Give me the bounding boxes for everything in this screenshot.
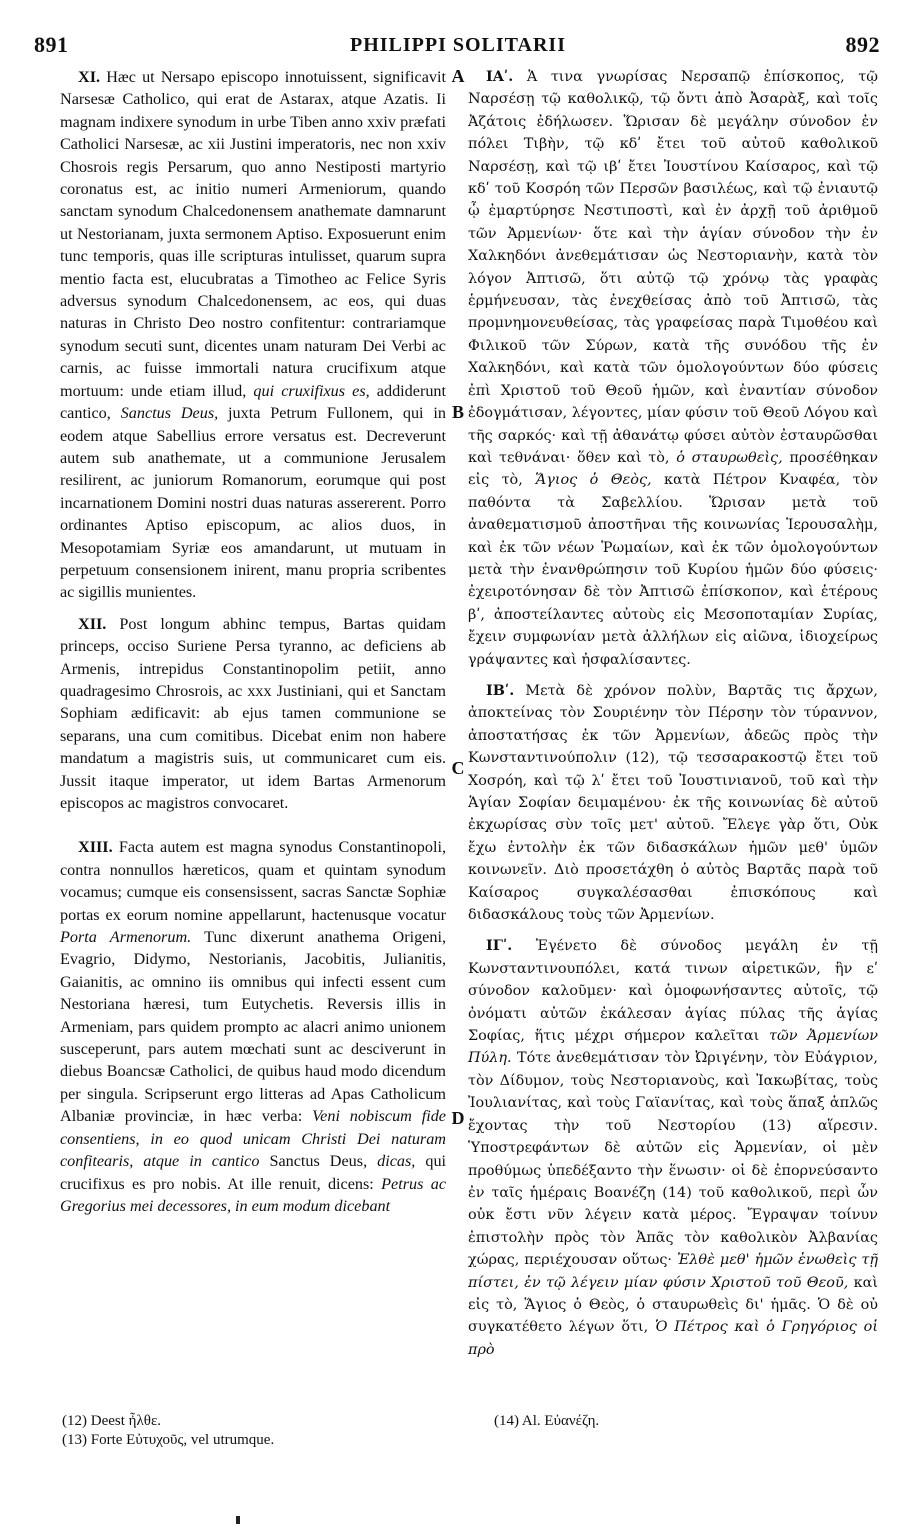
footnote-14: (14) Al. Εὐανέζη. bbox=[494, 1413, 600, 1429]
greek-section-13 bbox=[468, 935, 878, 1361]
section-text: qui crucifixus es pro nobis. At ille renuit, dicens: bbox=[60, 1152, 447, 1193]
section-number: ΙΓʹ. bbox=[486, 937, 513, 955]
footnote-12: (12) Deest ἦλθε. bbox=[62, 1413, 161, 1429]
section-text: Ἁ τινα γνωρίσας Νερσαπῷ ἐπίσκοπος, τῷ Ναρσέσῃ τῷ καθολικῷ, τῷ ὄντι ἀπὸ Ἀσαρὰξ, καὶ τοῖς Ἀζάτοις ἐδήλωσεν. Ὥρισαν δὲ μεγάλην σύνοδον ἐν πόλει Τιβὴν, τῷ κδʹ ἔτει τοῦ αὐτοῦ καθολικοῦ Ναρσέσῃ, καὶ τῷ ιβʹ ἔτει Ἰουστίνου Καίσαρος, καὶ τῷ κδʹ τοῦ Κοσρόη τῶν Περσῶν βασιλέως, καὶ τῷ ἐνιαυτῷ ᾧ ἐμαρτύρησε Νεστιποστὶ, καὶ ἐν ἀρχῇ τοῦ ἀριθμοῦ τῶν Ἀρμενίων· ὅτε καὶ τὴν ἁγίαν σύνοδον τὴν ἐν Χαλκηδόνι ἀνεθεμάτισαν ὡς Νεστοριανὴν, κατὰ τὸν λόγον Ἀπτισῶ, ὅτι αὐτῷ τῷ χρόνῳ τὰς γραφὰς ἑρμήνευσαν, τὰς ἐνεχθείσας ἀπὸ τοῦ Ἀπτισῶ, τὰς προμνημονευθείσας, τὰς γραφείσας παρὰ Τιμοθέου καὶ Φιλικοῦ τῶν Σύρων, κατὰ τῆς συνόδου τῆς ἐν Χαλκηδόνι, καὶ κατὰ τῶν ὁμολογούντων δύο φύσεις ἐπὶ Χριστοῦ τοῦ Θεοῦ ἡμῶν, καὶ ἐναντίαν σύνοδον ἐδογμάτισαν, λέγοντες, μίαν φύσιν τοῦ Θεοῦ Λόγου καὶ τῆς σαρκός· καὶ τῇ ἀθανάτῳ φύσει αὐτὸν ἐσταυρῶσθαι καὶ τεθνάναι· ὅθεν καὶ τὸ, bbox=[468, 69, 878, 466]
page-number-left: 891 bbox=[34, 32, 69, 57]
section-text: Tunc dixerunt anathema Origeni, Evagrio, Didymo, Nestorianis, Jacobitis, Julianitis, Gaianitis, ac omnino iis omnibus qui infecti essent cum Nestoriana hæresi, tum Eutychetis. Reversis illis in Armeniam, pars quidem prompto ac alacri animo unionem susceperunt, pars autem mœchati sunt ac desciverunt in diebus Boancsæ Catholici, de quibus haud modo dicendum per singula. Scripserunt ergo litteras ad Apas Catholicum Albaniæ provinciæ, in hæc verba: bbox=[60, 928, 446, 1126]
margin-marker-d: D bbox=[451, 1108, 465, 1128]
latin-section-13 bbox=[60, 836, 446, 1217]
greek-section-12 bbox=[468, 680, 878, 926]
quote-text: Sanctus Deus, bbox=[120, 404, 219, 423]
section-text: καὶ εἰς τὸ, Ἅγιος ὁ Θεὸς, ὁ σταυρωθεὶς δι' ἡμᾶς. Ὁ δὲ οὐ συγκατέθετο λέγων ὅτι, bbox=[468, 1274, 878, 1336]
section-text: Post longum abhinc tempus, Bartas quidam princeps, occiso Suriene Persa tyranno, ac deficiens ab Armenis, intrepidus Constantinopolim petiit, anno quadragesimo Chrosrois, ac xxx Justiniani, qui et Sanctam Sophiam ædificavit: ab ejus tamen communione se separans, una cum comitibus. Dicebat enim non habere mandatum a magistris suis, ut communicaret cum eis. Jussit itaque imperator, ut idem Bartas Armenorum episcopos ac magistros convocaret. bbox=[60, 614, 446, 812]
latin-section-12 bbox=[60, 613, 446, 815]
section-text: Sanctus Deus, bbox=[269, 1152, 368, 1171]
margin-marker-b: B bbox=[451, 402, 464, 422]
section-text: Hæc ut Nersapo episcopo innotuissent, significavit Narsesæ Catholico, qui erat de Astarax, atque Azatis. Ii magnam indixere synodum in urbe Tiben anno xxiv præfati Catholici Narsesæ, ac xii Justini imperatoris, nec non xxiv Chosrois regis Persarum, quo anno Nestiposti martyrio coronatus est, ac initio numeri Armeniorum, quando sanctam synodum Chalcedonensem anathemate damnarunt ut Nestorianam, juxta sermonem Aptiso. Exposuerunt enim tunc temporis, quas ille scripturas intulisset, quarum supra mentio facta est, elucubratas a Timotheo ac Felice Syris adversus synodum Chalcedonensem, ac eos, qui duas naturas in Christo Deo nostro confitentur: contrariamque synodum secuti sunt, dicentes unam naturam Dei Verbi ac carnis, ac fuisse immortali natura crucifixum atque mortuum: unde etiam illud, bbox=[60, 68, 447, 400]
section-number: XIII. bbox=[78, 838, 113, 857]
quote-text: Ἅγιος ὁ Θεὸς, bbox=[535, 472, 652, 489]
quote-text: dicas, bbox=[377, 1152, 416, 1171]
quote-text: Ἐλθὲ μεθ' ἡμῶν ἑνωθεὶς τῇ πίστει, ἐν τῷ λέγειν μίαν φύσιν Χριστοῦ τοῦ Θεοῦ, bbox=[468, 1252, 878, 1291]
porta-name: Porta Armenorum. bbox=[60, 928, 192, 947]
footnotes-right bbox=[494, 1412, 874, 1431]
section-number: ΙΒʹ. bbox=[486, 681, 515, 699]
porta-name: τῶν Ἀρμενίων Πύλη. bbox=[468, 1028, 879, 1067]
section-number: ΙΑʹ. bbox=[486, 68, 514, 85]
quote-text: qui cruxifixus es, bbox=[253, 381, 370, 400]
latin-section-11 bbox=[60, 66, 446, 604]
footnotes-left bbox=[62, 1412, 442, 1450]
section-text: Facta autem est magna synodus Constantinopoli, contra nonnullos hæreticos, quam et quintam synodum vocamus; cumque eis consensissent, sacras Sanctæ Sophiæ portas ex eorum nomine appellarunt, hactenusque vocatur bbox=[60, 838, 447, 924]
page-header bbox=[30, 32, 886, 62]
margin-marker-a: A bbox=[451, 66, 465, 86]
quote-text: Veni nobiscum fide consentiens, in eo quod unicam Christi Dei naturam confitearis, atque in cantico bbox=[60, 1107, 446, 1171]
running-head: PHILIPPI SOLITARII bbox=[349, 34, 566, 56]
section-text: Μετὰ δὲ χρόνον πολὺν, Βαρτᾶς τις ἄρχων, ἀποκτείνας τὸν Σουριένην τὸν Πέρσην τὸν τύραννον, ἀποστατήσας ἐκ τῶν Ἀρμενίων, ἀδεῶς πρὸς τὴν Κωνσταντινούπολιν (12), τῷ τεσσαρακοστῷ ἔτει τοῦ Χοσρόη, καὶ τῷ λʹ ἔτει τοῦ Ἰουστινιανοῦ, τοῦ καὶ τὴν Ἁγίαν Σοφίαν δειμαμένου· ἐκ τῆς κοινωνίας δὲ αὐτοῦ ἐκχωρίσας σὺν τοῖς μετ' αὐτοῦ. Ἔλεγε γὰρ ὅτι, Οὐκ ἔχω ἐντολὴν ἐκ τῶν διδασκάλων ἡμῶν μεθ' ὑμῶν κοινωνεῖν. Διὸ προσετάχθη ὁ αὐτὸς Βαρτᾶς παρὰ τοῦ Καίσαρος συγκαλέσασθαι ἐπισκόπους καὶ διδασκάλους τοὺς τῶν Ἀρμενίων. bbox=[468, 682, 878, 924]
section-text: Τότε ἀνεθεμάτισαν τὸν Ὠριγένην, τὸν Εὐάγριον, τὸν Δίδυμον, τοὺς Νεστοριανοὺς, καὶ Ἰακωβίτας, τοὺς Ἰουλιανίτας, καὶ τοὺς Γαϊανίτας, καὶ τοὺς ἅπαξ ἁπλῶς ἔχοντας τὴν τοῦ Νεστορίου (13) αἵρεσιν. Ὑποστρεφάντων δὲ αὐτῶν εἰς Ἀρμενίαν, οἱ μὲν προθύμως ὑπεδέξαντο τὴν ἕνωσιν· οἱ δὲ ἐπορνεύσαντο ἐν ταῖς ἡμέραις Βοανέζη (14) τοῦ καθολικοῦ, περὶ ὧν οὐκ ἔστι νῦν λέγειν κατὰ μέρος. Ἔγραψαν τοίνυν ἐπιστολὴν πρὸς τὸν Ἀπᾶς τὸν καθολικὸν Ἀλβανίας χώρας, περιέχουσαν οὕτως· bbox=[468, 1050, 878, 1269]
section-number: XI. bbox=[78, 68, 101, 86]
greek-column bbox=[468, 66, 878, 1370]
section-text: juxta Petrum Fullonem, qui in eodem atque Sabellius errore versatus est. Decreverunt autem sub anathemate, ut a communione Jerusalem resilirent, ac juniorum Romanorum, eorumque qui post incarnationem Domini nostri duas naturas assererent. Porro ordinantes Aptiso episcopum, ac alios duos, in Mesopotamiam Syriæ eos amandarunt, ut mutuam in perpetuum consensionem inirent, manu propria scribentes ac sigillis munientes. bbox=[60, 404, 446, 602]
greek-section-11 bbox=[468, 66, 878, 671]
footnote-13: (13) Forte Εὐτυχοῦς, vel utrumque. bbox=[62, 1432, 275, 1448]
section-text: Ἐγένετο δὲ σύνοδος μεγάλη ἐν τῇ Κωνσταντινουπόλει, κατά τινων αἱρετικῶν, ἣν εʹ σύνοδον καλοῦμεν· καὶ ὁμοφωνήσαντες αὐτοῖς, τῷ ὀνόματι αὐτῶν ἐκάλεσαν ἁγίας πύλας τῆς ἁγίας Σοφίας, ἥτις μέχρι σήμερον καλεῖται bbox=[468, 938, 879, 1045]
quote-text: ὁ σταυρωθεὶς, bbox=[676, 449, 783, 466]
section-text: addiderunt cantico, bbox=[60, 381, 447, 423]
latin-column bbox=[60, 66, 446, 1226]
quote-text: Petrus ac Gregorius mei decessores, in eum modum dicebant bbox=[60, 1174, 447, 1215]
print-mark bbox=[236, 1516, 240, 1524]
section-text: κατὰ Πέτρον Κναφέα, τὸν παθόντα τὰ Σαβελλίου. Ὥρισαν μετὰ τοῦ ἀναθεματισμοῦ ἀποστῆναι τῆς κοινωνίας Ἱερουσαλὴμ, καὶ ἐκ τῶν νέων Ῥωμαίων, καὶ ἐκ τῶν ὁμολογούντων μετὰ τὴν ἐνανθρώπησιν τοῦ Κυρίου ἡμῶν δύο φύσεις· ἐχειροτόνησαν δὲ τὸν Ἀπτισῶ ἐπίσκοπον, καὶ ἑτέρους βʹ, ἀποστείλαντες αὐτοὺς εἰς Μεσοποταμίαν Συρίας, ἔχειν συμφωνίαν μετὰ ἀλλήλων εἰς αἰῶνα, ἰδιοχείρως γράψαντες καὶ ἠσφαλίσαντες. bbox=[468, 472, 879, 668]
quote-text: Ὁ Πέτρος καὶ ὁ Γρηγόριος οἱ πρὸ bbox=[468, 1319, 878, 1358]
page-number-right: 892 bbox=[845, 32, 880, 57]
section-text: προσέθηκαν εἰς τὸ, bbox=[468, 449, 879, 489]
margin-marker-c: C bbox=[451, 758, 465, 778]
section-number: XII. bbox=[78, 614, 107, 633]
